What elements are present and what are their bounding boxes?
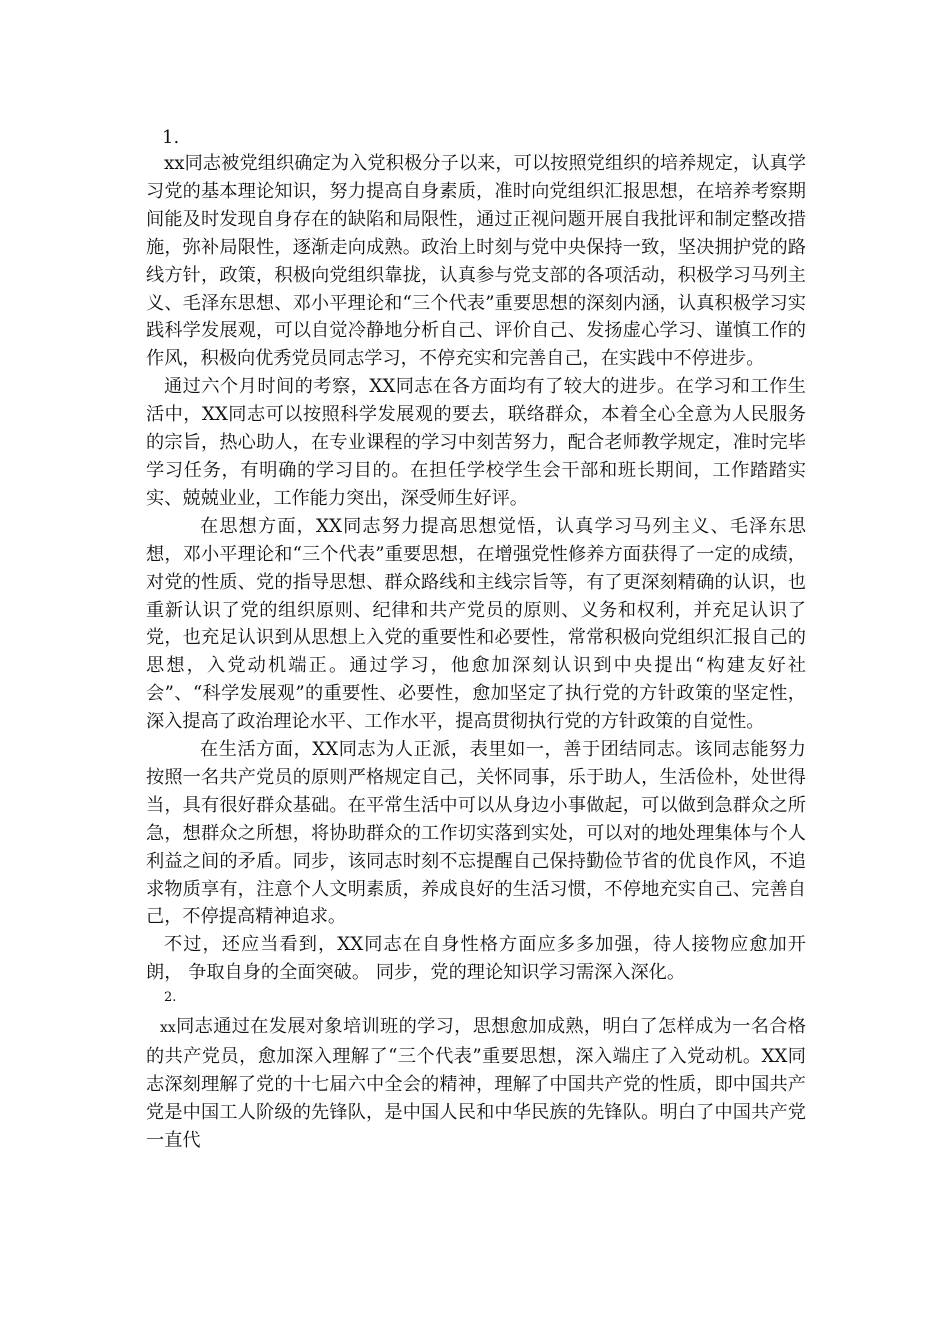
paragraph-3: 在思想方面，XX同志努力提高思想觉悟，认真学习马列主义、毛泽东思想，邓小平理论和“三个代表”重要思想，在增强党性修养方面获得了一定的成绩，对党的性质、党的指导思想、群众路线和主线宗旨等，有了更深刻精确的认识，也重新认识了党的组织原则、纪律和共产党员的原则、义务和权利，并充足认识了党，也充足认识到从思想上入党的重要性和必要性，常常积极向党组织汇报自己的思想，入党动机端正。通过学习，他愈加深刻认识到中央提出“构建友好社会”、“科学发展观”的重要性、必要性，愈加坚定了执行党的方针政策的坚定性，深入提高了政治理论水平、工作水平，提高贯彻执行党的方针政策的自觉性。 (146, 515, 806, 733)
paragraph-6 (146, 1013, 806, 1155)
section-1-number: 1. (162, 127, 180, 148)
paragraph-4: 在生活方面，XX同志为人正派，表里如一，善于团结同志。该同志能努力按照一名共产党员的原则严格规定自己，关怀同事，乐于助人，生活俭朴，处世得当，具有很好群众基础。在平常生活中可以从身边小事做起，可以做到急群众之所急，想群众之所想，将协助群众的工作切实落到实处，可以对的地处理集体与个人利益之间的矛盾。同步，该同志时刻不忘提醒自己保持勤俭节省的优良作风，不追求物质享有，注意个人文明素质，养成良好的生活习惯，不停地充实自己、完善自己，不停提高精神追求。 (146, 739, 806, 928)
document-body (146, 126, 806, 1155)
paragraph-5: 不过，还应当看到，XX同志在自身性格方面应多多加强，待人接物应愈加开朗， 争取自身的全面突破。 同步，党的理论知识学习需深入深化。 (146, 934, 806, 984)
paragraph-2: 通过六个月时间的考察，XX同志在各方面均有了较大的进步。在学习和工作生活中，XX同志可以按照科学发展观的要去，联络群众，本着全心全意为人民服务的宗旨，热心助人，在专业课程的学习中刻苦努力，配合老师教学规定，准时完毕学习任务，有明确的学习目的。在担任学校学生会干部和班长期间，工作踏踏实实、兢兢业业，工作能力突出，深受师生好评。 (146, 376, 806, 509)
paragraph-6-text: 同志通过在发展对象培训班的学习，思想愈加成熟，明白了怎样成为一名合格的共产党员，愈加深入理解了“三个代表”重要思想，深入端庄了入党动机。XX同志深刻理解了党的十七届六中全会的精神，理解了中国共产党的性质，即中国共产党是中国工人阶级的先锋队，是中国人民和中华民族的先锋队。明白了中国共产党一直代 (146, 1016, 806, 1151)
paragraph-1: xx同志被党组织确定为入党积极分子以来，可以按照党组织的培养规定，认真学习党的基本理论知识，努力提高自身素质，准时向党组织汇报思想，在培养考察期间能及时发现自身存在的缺陷和局限性，通过正视问题开展自我批评和制定整改措施，弥补局限性，逐渐走向成熟。政治上时刻与党中央保持一致，坚决拥护党的路线方针，政策，积极向党组织靠拢，认真参与党支部的各项活动，积极学习马列主义、毛泽东思想、邓小平理论和“三个代表”重要思想的深刻内涵，认真积极学习实践科学发展观，可以自觉冷静地分析自己、评价自己、发扬虚心学习、谨慎工作的作风，积极向优秀党员同志学习，不停充实和完善自己，在实践中不停进步。 (146, 153, 806, 370)
section-2-number: 2. (164, 990, 177, 1006)
paragraph-6-lead: xx (160, 1020, 176, 1037)
